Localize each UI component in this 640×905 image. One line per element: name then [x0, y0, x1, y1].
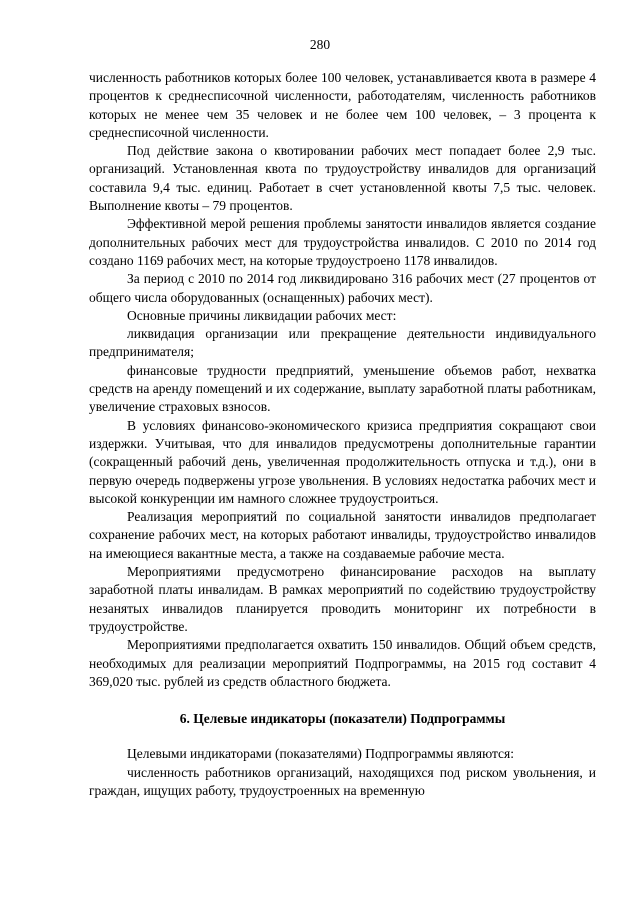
paragraph-quota-organizations: Под действие закона о квотировании рабочих мест попадает более 2,9 тыс. организаций. Установленная квота по трудоустройству инвалидов для организаций составила 9,4 тыс. единиц. Работает в счет установленной квоты 7,5 тыс. человек. Выполнение квоты – 79 процентов.: [89, 143, 596, 214]
section-heading: 6. Целевые индикаторы (показатели) Подпрограммы: [179, 711, 506, 727]
document-body: [89, 69, 596, 800]
paragraph-indicator-workers: численность работников организаций, находящихся под риском увольнения, и граждан, ищущих работу, трудоустроенных на временную: [89, 764, 596, 798]
paragraph-coverage-budget: Мероприятиями предполагается охватить 150 инвалидов. Общий объем средств, необходимых для реализации мероприятий Подпрограммы, на 2015 год составит 4 369,020 тыс. рублей из средств областного бюджета.: [89, 637, 596, 689]
paragraph-quota-sizes: численность работников которых более 100 человек, устанавливается квота в размере 4 процентов к среднесписочной численности, работодателям, численность работников которых не менее чем 35 человек и не более чем 100 человек, – 3 процента к среднесписочной численности.: [89, 70, 596, 140]
paragraph-liquidation-reasons-intro: Основные причины ликвидации рабочих мест:: [127, 307, 397, 323]
paragraph-reason-financial: финансовые трудности предприятий, уменьшение объемов работ, нехватка средств на аренду помещений и их содержание, выплату заработной платы работникам, увеличение страховых взносов.: [89, 362, 596, 415]
paragraph-reason-liquidation: ликвидация организации или прекращение деятельности индивидуального предпринимателя;: [89, 326, 596, 360]
paragraph-crisis-conditions: В условиях финансово-экономического кризиса предприятия сокращают свои издержки. Учитывая, что для инвалидов предусмотрены дополнительные гарантии (сокращенный рабочий день, увеличенная продолжительность отпуска и т.д.), они в первую очередь подвержены угрозе увольнения. В условиях недостатка рабочих мест и высокой конкуренции им намного сложнее трудоустроиться.: [89, 417, 596, 506]
paragraph-wage-financing: Мероприятиями предусмотрено финансирование расходов на выплату заработной платы инвалидам. В рамках мероприятий по содействию трудоустройству незанятых инвалидов планируется проводить мониторинг их потребности в трудоустройстве.: [89, 564, 596, 634]
paragraph-liquidated-workplaces: За период с 2010 по 2014 год ликвидировано 316 рабочих мест (27 процентов от общего числа оборудованных (оснащенных) рабочих мест).: [89, 271, 596, 305]
page-number: 280: [309, 37, 331, 52]
paragraph-indicators-intro: Целевыми индикаторами (показателями) Подпрограммы являются:: [127, 746, 515, 762]
paragraph-social-employment: Реализация мероприятий по социальной занятости инвалидов предполагает сохранение рабочих мест, на которых работают инвалиды, трудоустройство инвалидов на имеющиеся вакантные места, а также на создаваемые рабочие места.: [89, 509, 596, 561]
paragraph-additional-workplaces: Эффективной мерой решения проблемы занятости инвалидов является создание дополнительных рабочих мест для трудоустройства инвалидов. С 2010 по 2014 год создано 1169 рабочих мест, на которые трудоустроено 1178 инвалидов.: [89, 216, 596, 268]
